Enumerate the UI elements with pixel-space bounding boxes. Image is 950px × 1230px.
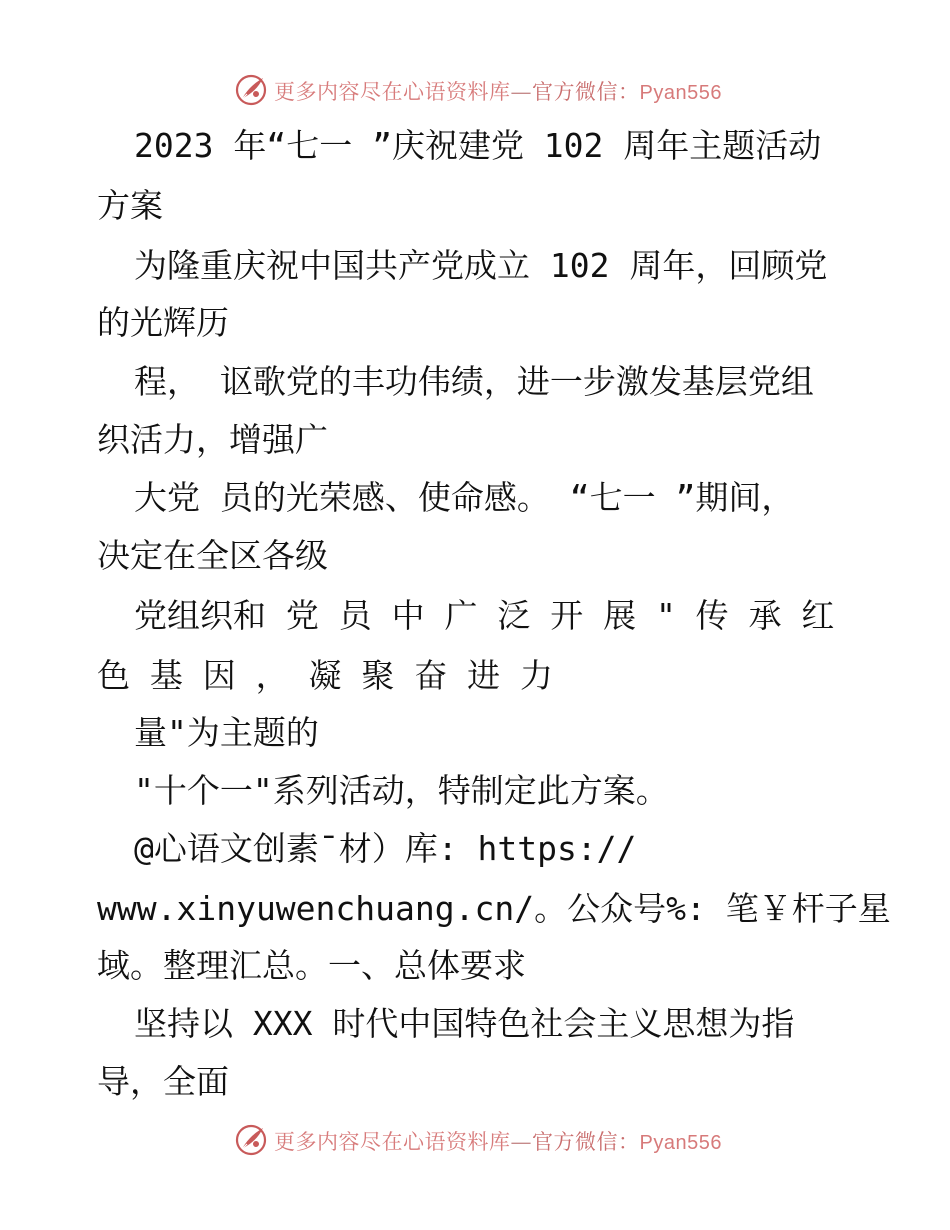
- doc-section-heading-line: 域。整理汇总。一、总体要求: [97, 946, 526, 985]
- doc-paragraph-line: 坚持以 XXX 时代中国特色社会主义思想为指: [134, 1004, 795, 1043]
- banner-separator: —: [510, 1130, 532, 1154]
- doc-source-line: @心语文创素¯材）库: https://: [134, 829, 637, 868]
- doc-title-line-2: 方案: [97, 186, 163, 225]
- doc-paragraph-line: 量"为主题的: [134, 713, 319, 752]
- banner-site-text: 更多内容尽在心语资料库: [274, 80, 511, 104]
- doc-paragraph-line: 织活力，增强广: [97, 420, 328, 459]
- doc-paragraph-line: "十个一"系列活动，特制定此方案。: [134, 771, 669, 810]
- doc-paragraph-line: 的光辉历: [97, 303, 229, 342]
- footer-banner: [0, 1120, 950, 1160]
- doc-title-line-1: 2023 年“七一 ”庆祝建党 102 周年主题活动: [134, 126, 822, 165]
- banner-wechat-id: Pyan556: [639, 1132, 722, 1154]
- banner-text: [274, 1126, 722, 1156]
- doc-paragraph-line: 决定在全区各级: [97, 536, 328, 575]
- banner-wechat-label: 官方微信：: [532, 1130, 640, 1154]
- banner-separator: —: [510, 80, 532, 104]
- doc-paragraph-line: 色 基 因 ， 凝 聚 奋 进 力: [97, 656, 553, 695]
- banner-wechat-label: 官方微信：: [532, 80, 640, 104]
- banner-wechat-id: Pyan556: [639, 82, 722, 104]
- doc-source-url-line: www.xinyuwenchuang.cn/。公众号%: 笔￥杆子星: [97, 889, 891, 928]
- doc-paragraph-line: 导，全面: [97, 1062, 229, 1101]
- doc-paragraph-line: 程， 讴歌党的丰功伟绩，进一步激发基层党组: [134, 362, 814, 401]
- doc-paragraph-line: 为隆重庆祝中国共产党成立 102 周年，回顾党: [134, 246, 828, 285]
- quill-pen-logo-icon: [233, 1122, 269, 1158]
- doc-paragraph-line: 大党 员的光荣感、使命感。 “七一 ”期间，: [134, 478, 795, 517]
- doc-paragraph-line: 党组织和 党 员 中 广 泛 开 展 " 传 承 红: [134, 596, 835, 635]
- banner-site-text: 更多内容尽在心语资料库: [274, 1130, 511, 1154]
